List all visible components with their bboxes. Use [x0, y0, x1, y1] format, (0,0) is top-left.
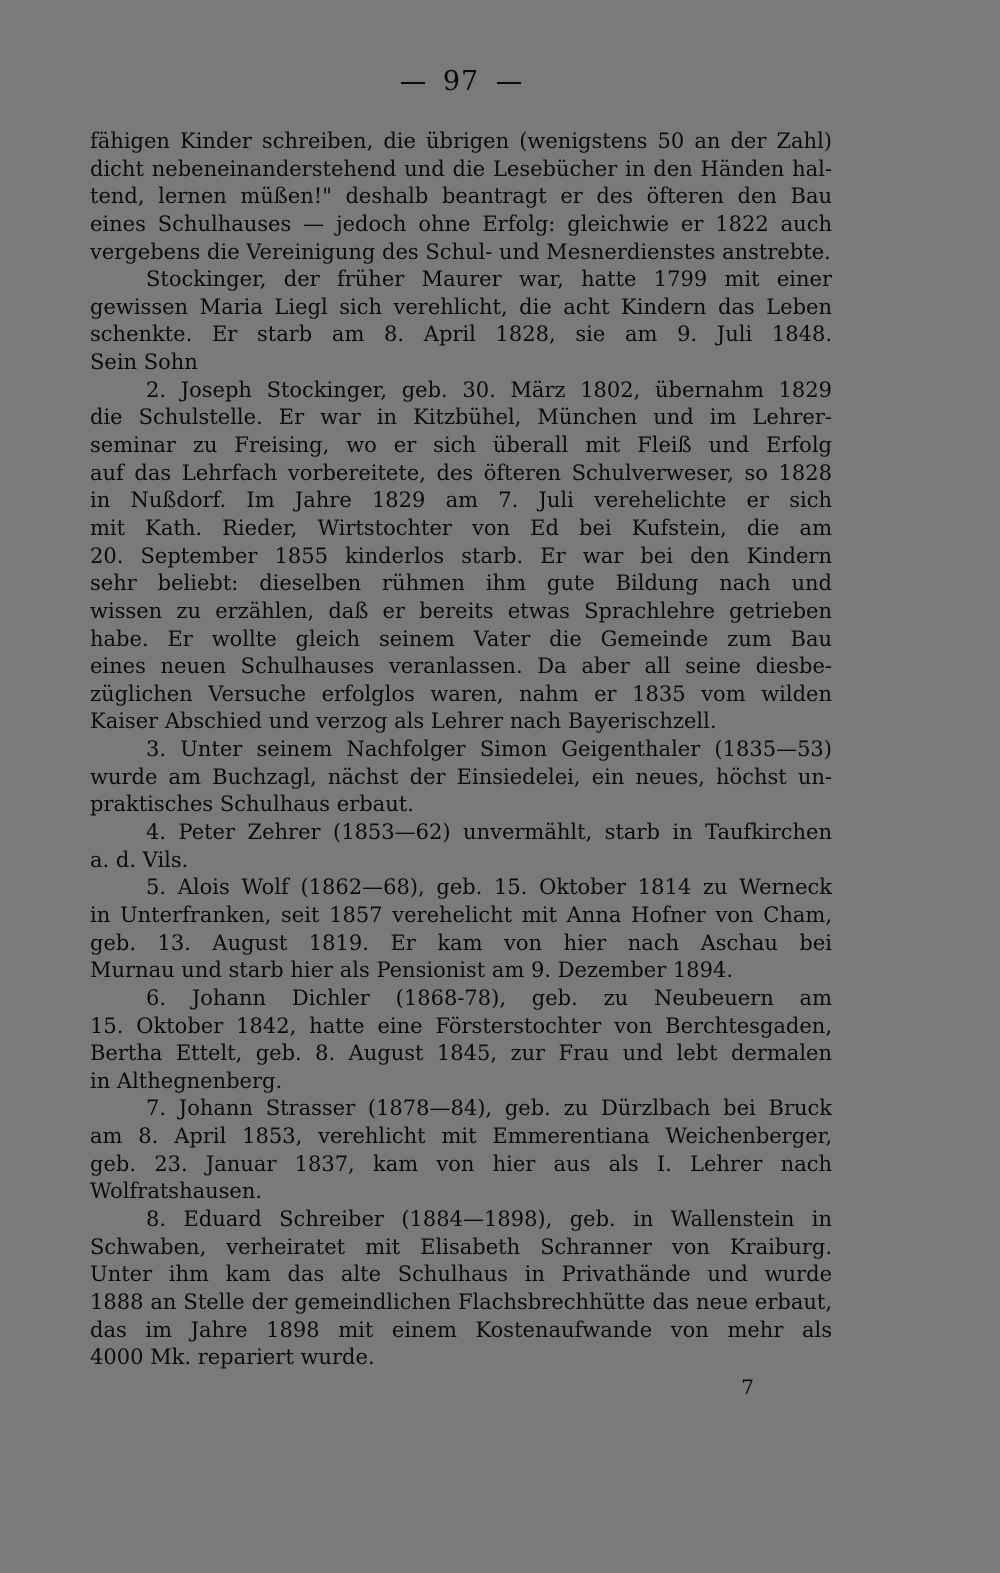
- text-line: auf das Lehrfach vorbereitete, des öfteren Schulverweser, so 1828: [90, 460, 832, 485]
- text-line: Wolfratshausen.: [90, 1179, 263, 1204]
- text-line: eines Schulhauses — jedoch ohne Erfolg: gleichwie er 1822 auch: [90, 211, 832, 236]
- text-line: eines neuen Schulhauses veranlassen. Da aber all seine diesbe-: [90, 654, 832, 679]
- text-line: in Unterfranken, seit 1857 verehelicht mit Anna Hofner von Cham,: [90, 902, 832, 927]
- text-line: das im Jahre 1898 mit einem Kostenaufwande von mehr als: [90, 1317, 832, 1342]
- text-line: seminar zu Freising, wo er sich überall mit Fleiß und Erfolg: [90, 433, 832, 458]
- text-line: dicht nebeneinanderstehend und die Lesebücher in den Händen hal-: [90, 156, 832, 181]
- text-line: 20. September 1855 kinderlos starb. Er war bei den Kindern: [90, 543, 832, 568]
- text-line: Murnau und starb hier als Pensionist am 9. Dezember 1894.: [90, 958, 734, 983]
- text-line: geb. 13. August 1819. Er kam von hier nach Aschau bei: [90, 930, 832, 955]
- text-line: in Nußdorf. Im Jahre 1829 am 7. Juli verehelichte er sich: [90, 488, 832, 513]
- page-header: [90, 62, 832, 102]
- text-line: habe. Er wollte gleich seinem Vater die Gemeinde zum Bau: [90, 626, 832, 651]
- text-line: sehr beliebt: dieselben rühmen ihm gute Bildung nach und: [90, 571, 832, 596]
- text-line: fähigen Kinder schreiben, die übrigen (wenigstens 50 an der Zahl): [90, 129, 832, 153]
- text-line: praktisches Schulhaus erbaut.: [90, 792, 414, 817]
- text-line: Stockinger, der früher Maurer war, hatte 1799 mit einer: [146, 267, 832, 292]
- page-number: 97: [442, 66, 480, 97]
- text-line: 1888 an Stelle der gemeindlichen Flachsbrechhütte das neue erbaut,: [90, 1289, 832, 1314]
- text-line: in Althegnenberg.: [90, 1068, 283, 1093]
- header-dash-left: [401, 82, 425, 84]
- text-line: 3. Unter seinem Nachfolger Simon Geigenthaler (1835—53): [146, 737, 832, 762]
- text-line: die Schulstelle. Er war in Kitzbühel, München und im Lehrer-: [90, 405, 832, 430]
- text-line: tend, lernen müßen!" deshalb beantragt er des öfteren den Bau: [90, 184, 832, 209]
- text-line: gewissen Maria Liegl sich verehlicht, die acht Kindern das Leben: [90, 294, 832, 319]
- text-line: 5. Alois Wolf (1862—68), geb. 15. Oktober 1814 zu Werneck: [146, 875, 832, 900]
- text-line: Sein Sohn: [90, 350, 198, 375]
- text-line: 6. Johann Dichler (1868-78), geb. zu Neubeuern am: [146, 985, 832, 1010]
- text-line: geb. 23. Januar 1837, kam von hier aus als I. Lehrer nach: [90, 1151, 832, 1176]
- text-line: Bertha Ettelt, geb. 8. August 1845, zur Frau und lebt dermalen: [90, 1041, 832, 1066]
- signature-mark: 7: [741, 1375, 754, 1399]
- page-body-text: [90, 128, 832, 1372]
- text-line: 7. Johann Strasser (1878—84), geb. zu Dürzlbach bei Bruck: [146, 1096, 832, 1121]
- text-line: wurde am Buchzagl, nächst der Einsiedelei, ein neues, höchst un-: [90, 764, 832, 789]
- text-line: Unter ihm kam das alte Schulhaus in Privathände und wurde: [90, 1262, 832, 1287]
- text-line: mit Kath. Rieder, Wirtstochter von Ed bei Kufstein, die am: [90, 515, 832, 540]
- text-line: schenkte. Er starb am 8. April 1828, sie am 9. Juli 1848.: [90, 322, 832, 347]
- text-line: Kaiser Abschied und verzog als Lehrer nach Bayerischzell.: [90, 709, 717, 734]
- text-line: am 8. April 1853, verehlicht mit Emmerentiana Weichenberger,: [90, 1124, 832, 1149]
- text-line: 2. Joseph Stockinger, geb. 30. März 1802, übernahm 1829: [146, 377, 832, 402]
- text-line: züglichen Versuche erfolglos waren, nahm er 1835 vom wilden: [90, 681, 832, 706]
- text-line: Schwaben, verheiratet mit Elisabeth Schranner von Kraiburg.: [90, 1234, 832, 1259]
- text-line: 4. Peter Zehrer (1853—62) unvermählt, starb in Taufkirchen: [146, 820, 832, 845]
- text-line: 8. Eduard Schreiber (1884—1898), geb. in Wallenstein in: [146, 1206, 832, 1231]
- text-line: a. d. Vils.: [90, 847, 189, 872]
- text-line: wissen zu erzählen, daß er bereits etwas Sprachlehre getrieben: [90, 598, 832, 623]
- text-line: vergebens die Vereinigung des Schul- und Mesnerdienstes anstrebte.: [90, 239, 831, 264]
- text-line: 15. Oktober 1842, hatte eine Försterstochter von Berchtesgaden,: [90, 1013, 832, 1038]
- book-page: [90, 62, 832, 1522]
- text-line: 4000 Mk. repariert wurde.: [90, 1345, 375, 1370]
- header-dash-right: [497, 82, 521, 84]
